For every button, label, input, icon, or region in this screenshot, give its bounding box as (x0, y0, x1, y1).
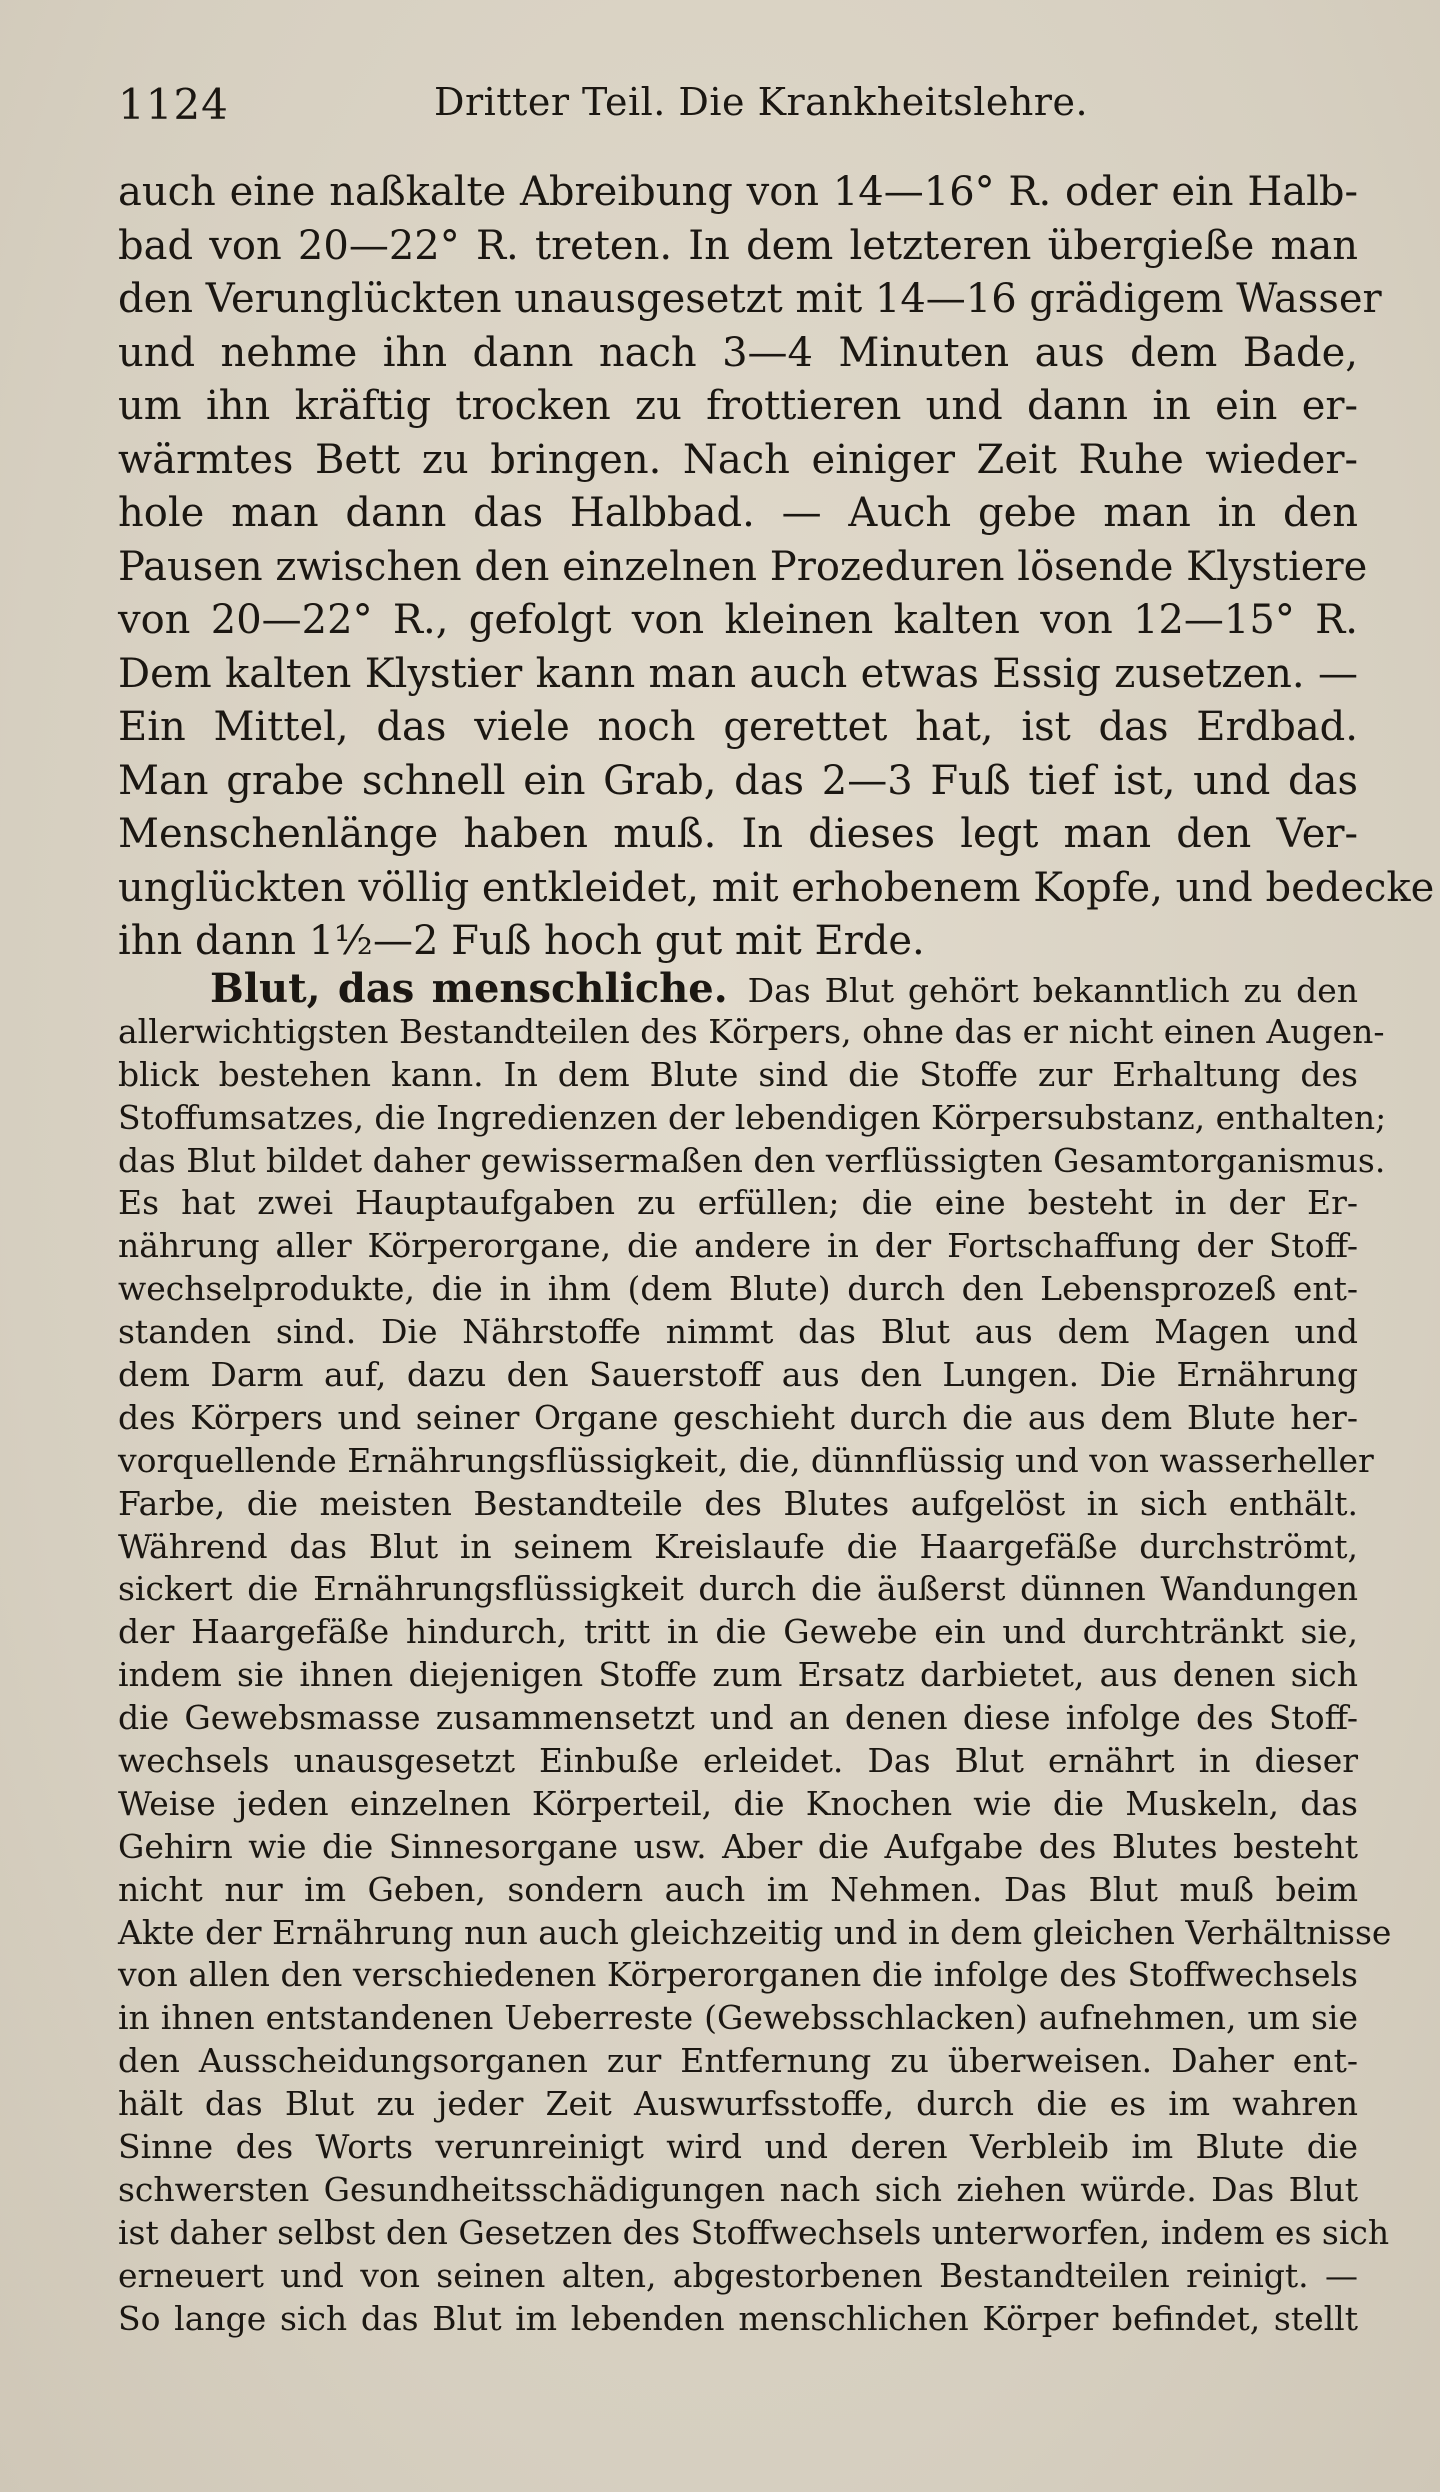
text-line: nicht nur im Geben, sondern auch im Nehmen. Das Blut muß beim (118, 1869, 1358, 1909)
text-line: das Blut bildet daher gewissermaßen den verflüssigten Gesamtorganismus. (118, 1140, 1386, 1180)
text-line: bad von 20—22° R. treten. In dem letzteren übergieße man (118, 222, 1358, 269)
paragraph-continuation (118, 166, 1435, 969)
text-line: auch eine naßkalte Abreibung von 14—16° R. oder ein Halb- (118, 169, 1358, 215)
text-line: vorquellende Ernährungsflüssigkeit, die, dünnflüssig und von wasserheller (118, 1440, 1374, 1480)
page-number: 1124 (118, 80, 229, 129)
text-line: um ihn kräftig trocken zu frottieren und dann in ein er- (118, 383, 1358, 429)
text-line: die Gewebsmasse zusammensetzt und an denen diese infolge des Stoff- (118, 1698, 1358, 1738)
text-line: Man grabe schnell ein Grab, das 2—3 Fuß tief ist, und das (118, 757, 1358, 804)
text-line: allerwichtigsten Bestandteilen des Körpers, ohne das er nicht einen Augen- (118, 1011, 1385, 1051)
text-line: Dem kalten Klystier kann man auch etwas Essig zusetzen. — (118, 650, 1358, 697)
text-line: Während das Blut in seinem Kreislaufe die Haargefäße durchströmt, (118, 1526, 1358, 1566)
text-line: sickert die Ernährungsflüssigkeit durch die äußerst dünnen Wandungen (118, 1569, 1358, 1609)
text-line: von allen den verschiedenen Körperorganen die infolge des Stoffwechsels (118, 1955, 1358, 1995)
text-line: unglückten völlig entkleidet, mit erhobenem Kopfe, und bedecke (118, 864, 1435, 911)
text-line: der Haargefäße hindurch, tritt in die Gewebe ein und durchtränkt sie, (118, 1612, 1358, 1652)
text-line: den Ausscheidungsorganen zur Entfernung zu überweisen. Daher ent- (118, 2041, 1358, 2081)
text-line: Gehirn wie die Sinnesorgane usw. Aber die Aufgabe des Blutes besteht (118, 1826, 1358, 1866)
text-line: So lange sich das Blut im lebenden menschlichen Körper befindet, stellt (118, 2298, 1358, 2338)
text-line: schwersten Gesundheitsschädigungen nach sich ziehen würde. Das Blut (118, 2169, 1358, 2209)
running-head: Dritter Teil. Die Krankheitslehre. (434, 80, 1089, 124)
text-line: dem Darm auf, dazu den Sauerstoff aus den Lungen. Die Ernährung (118, 1355, 1358, 1395)
text-line: wechselprodukte, die in ihm (dem Blute) durch den Lebensprozeß ent- (118, 1269, 1358, 1309)
text-line: indem sie ihnen diejenigen Stoffe zum Ersatz darbietet, aus denen sich (118, 1655, 1358, 1695)
text-line: Es hat zwei Hauptaufgaben zu erfüllen; die eine besteht in der Er- (118, 1183, 1358, 1223)
text-line: blick bestehen kann. In dem Blute sind die Stoffe zur Erhaltung des (118, 1054, 1358, 1094)
text-line: standen sind. Die Nährstoffe nimmt das Blut aus dem Magen und (118, 1312, 1358, 1352)
text-line: hole man dann das Halbbad. — Auch gebe man in den (118, 490, 1358, 536)
text-line: hält das Blut zu jeder Zeit Auswurfsstoffe, durch die es im wahren (118, 2084, 1358, 2124)
text-line: erneuert und von seinen alten, abgestorbenen Bestandteilen reinigt. — (118, 2255, 1358, 2295)
text-line: in ihnen entstandenen Ueberreste (Gewebsschlacken) aufnehmen, um sie (118, 1998, 1358, 2038)
text-line: nährung aller Körperorgane, die andere in der Fortschaffung der Stoff- (118, 1226, 1358, 1266)
text-line: Pausen zwischen den einzelnen Prozeduren lösende Klystiere (118, 543, 1368, 590)
text-line: ihn dann 1½—2 Fuß hoch gut mit Erde. (118, 918, 925, 964)
section-first-line-text: Das Blut gehört bekanntlich zu den (747, 971, 1358, 1010)
text-line: von 20—22° R., gefolgt von kleinen kalten von 12—15° R. (118, 597, 1358, 643)
text-line: Stoffumsatzes, die Ingredienzen der lebendigen Körpersubstanz, enthalten; (118, 1097, 1387, 1137)
section-blut (118, 965, 1392, 2341)
section-heading: Blut, das menschliche. (210, 965, 728, 1012)
text-line: und nehme ihn dann nach 3—4 Minuten aus dem Bade, (118, 329, 1358, 376)
text-line: ist daher selbst den Gesetzen des Stoffwechsels unterworfen, indem es sich (118, 2212, 1390, 2252)
text-line: Sinne des Worts verunreinigt wird und deren Verbleib im Blute die (118, 2127, 1358, 2167)
text-line: wechsels unausgesetzt Einbuße erleidet. Das Blut ernährt in dieser (118, 1741, 1358, 1781)
text-line: Akte der Ernährung nun auch gleichzeitig und in dem gleichen Verhältnisse (118, 1912, 1392, 1952)
text-line: wärmtes Bett zu bringen. Nach einiger Zeit Ruhe wieder- (118, 436, 1358, 483)
section-first-line (118, 965, 1358, 1012)
page-header (118, 72, 1358, 142)
text-line: Weise jeden einzelnen Körperteil, die Knochen wie die Muskeln, das (118, 1783, 1358, 1823)
text-line: den Verunglückten unausgesetzt mit 14—16 grädigem Wasser (118, 276, 1382, 322)
text-line: Farbe, die meisten Bestandteile des Blutes aufgelöst in sich enthält. (118, 1483, 1358, 1523)
text-line: Ein Mittel, das viele noch gerettet hat, ist das Erdbad. (118, 704, 1358, 750)
text-line: Menschenlänge haben muß. In dieses legt man den Ver- (118, 811, 1358, 857)
text-line: des Körpers und seiner Organe geschieht durch die aus dem Blute her- (118, 1397, 1358, 1437)
